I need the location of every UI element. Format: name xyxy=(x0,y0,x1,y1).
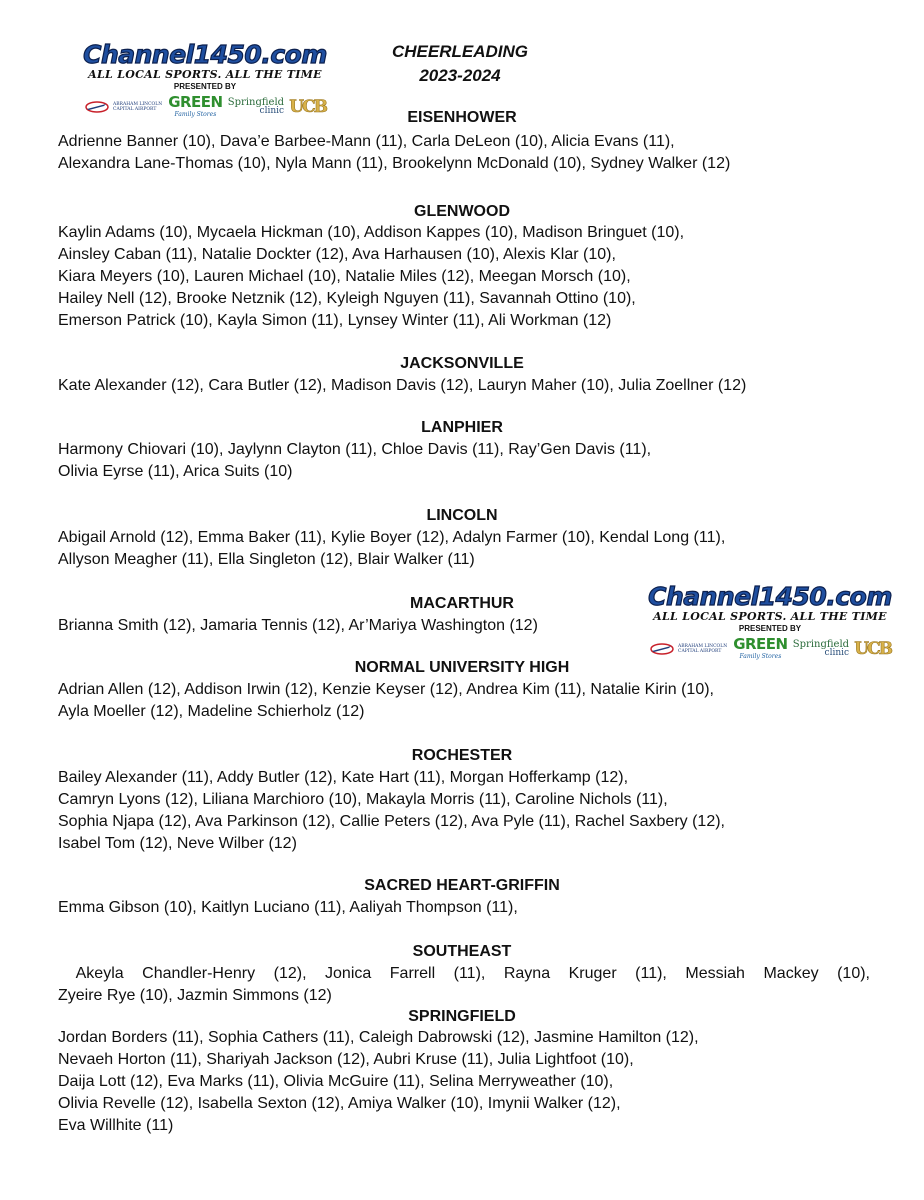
roster-eisenhower xyxy=(58,131,870,175)
logo-brand: Channel1450.com xyxy=(83,40,327,69)
roster-line: Nevaeh Horton (11), Shariyah Jackson (12), Aubri Kruse (11), Julia Lightfoot (10), xyxy=(58,1051,634,1068)
logo-presented-by: PRESENTED BY xyxy=(738,624,802,633)
roster-southeast xyxy=(58,963,870,1007)
roster-line: Ainsley Caban (11), Natalie Dockter (12), Ava Harhausen (10), Alexis Klar (10), xyxy=(58,246,616,263)
roster-rochester xyxy=(58,767,870,855)
roster-line: Kate Alexander (12), Cara Butler (12), Madison Davis (12), Lauryn Maher (10), Julia Zoellner (12) xyxy=(58,377,747,394)
school-heading-sacred-heart-griffin: SACRED HEART-GRIFFIN xyxy=(364,877,560,894)
roster-line: Akeyla Chandler-Henry (12), Jonica Farrell (11), Rayna Kruger (11), Messiah Mackey (10), xyxy=(58,965,870,982)
school-heading-lincoln: LINCOLN xyxy=(426,507,498,524)
roster-line: Brianna Smith (12), Jamaria Tennis (12), Ar’Mariya Washington (12) xyxy=(58,617,538,634)
ucb-sponsor: UCB xyxy=(854,639,891,659)
roster-macarthur xyxy=(58,615,870,637)
roster-line: Eva Willhite (11) xyxy=(58,1117,174,1134)
school-heading-springfield: SPRINGFIELD xyxy=(408,1008,516,1025)
school-heading-lanphier: LANPHIER xyxy=(421,419,503,436)
roster-line: Olivia Revelle (12), Isabella Sexton (12), Amiya Walker (10), Imynii Walker (12), xyxy=(58,1095,621,1112)
logo-tagline: ALL LOCAL SPORTS. ALL THE TIME xyxy=(653,610,887,623)
roster-lanphier xyxy=(58,439,870,483)
airport-sponsor-name: ABRAHAM LINCOLN CAPITAL AIRPORT xyxy=(678,643,728,654)
document-title: CHEERLEADING xyxy=(391,42,528,61)
clinic-sponsor xyxy=(793,640,849,658)
roster-line: Kiara Meyers (10), Lauren Michael (10), Natalie Miles (12), Meegan Morsch (10), xyxy=(58,268,631,285)
roster-glenwood xyxy=(58,222,870,332)
roster-line: Sophia Njapa (12), Ava Parkinson (12), Callie Peters (12), Ava Pyle (11), Rachel Saxbery (12), xyxy=(58,813,725,830)
roster-lincoln xyxy=(58,527,870,571)
roster-line: Emma Gibson (10), Kaitlyn Luciano (11), Aaliyah Thompson (11), xyxy=(58,899,518,916)
roster-sacred-heart-griffin xyxy=(58,897,870,919)
roster-line: Jordan Borders (11), Sophia Cathers (11), Caleigh Dabrowski (12), Jasmine Hamilton (12), xyxy=(58,1029,699,1046)
green-sponsor-name: GREEN xyxy=(733,634,788,653)
school-heading-jacksonville: JACKSONVILLE xyxy=(400,355,524,372)
roster-line: Bailey Alexander (11), Addy Butler (12), Kate Hart (11), Morgan Hofferkamp (12), xyxy=(58,769,629,786)
roster-line: Allyson Meagher (11), Ella Singleton (12), Blair Walker (11) xyxy=(58,551,475,568)
clinic-sponsor-bottom: clinic xyxy=(259,106,285,116)
roster-line: Olivia Eyrse (11), Arica Suits (10) xyxy=(58,463,293,480)
school-heading-normal-university-high: NORMAL UNIVERSITY HIGH xyxy=(354,659,570,676)
roster-line: Adrienne Banner (10), Dava’e Barbee-Mann (11), Carla DeLeon (10), Alicia Evans (11), xyxy=(58,133,675,150)
clinic-sponsor-bottom: clinic xyxy=(824,648,850,658)
school-heading-eisenhower: EISENHOWER xyxy=(407,109,517,126)
school-heading-southeast: SOUTHEAST xyxy=(412,943,512,960)
airport-sponsor-name: ABRAHAM LINCOLN CAPITAL AIRPORT xyxy=(113,101,163,112)
green-sponsor-sub: Family Stores xyxy=(739,652,782,660)
roster-normal-university-high xyxy=(58,679,870,723)
roster-line: Zyeire Rye (10), Jazmin Simmons (12) xyxy=(58,987,332,1004)
roster-line: Emerson Patrick (10), Kayla Simon (11), Lynsey Winter (11), Ali Workman (12) xyxy=(58,312,612,329)
roster-line: Alexandra Lane-Thomas (10), Nyla Mann (11), Brookelynn McDonald (10), Sydney Walker (12) xyxy=(58,155,731,172)
roster-line: Harmony Chiovari (10), Jaylynn Clayton (11), Chloe Davis (11), Ray’Gen Davis (11), xyxy=(58,441,652,458)
logo-tagline: ALL LOCAL SPORTS. ALL THE TIME xyxy=(88,68,322,81)
school-heading-rochester: ROCHESTER xyxy=(411,747,513,764)
roster-line: Daija Lott (12), Eva Marks (11), Olivia McGuire (11), Selina Merryweather (10), xyxy=(58,1073,614,1090)
logo-presented-by: PRESENTED BY xyxy=(173,82,237,91)
airplane-icon xyxy=(649,642,675,656)
roster-line: Isabel Tom (12), Neve Wilber (12) xyxy=(58,835,297,852)
roster-jacksonville xyxy=(58,375,870,397)
document-season: 2023-2024 xyxy=(419,66,501,85)
school-heading-glenwood: GLENWOOD xyxy=(414,203,510,220)
roster-line: Kaylin Adams (10), Mycaela Hickman (10), Addison Kappes (10), Madison Bringuet (10), xyxy=(58,224,685,241)
roster-line: Camryn Lyons (12), Liliana Marchioro (10), Makayla Morris (11), Caroline Nichols (11), xyxy=(58,791,668,808)
roster-line: Adrian Allen (12), Addison Irwin (12), Kenzie Keyser (12), Andrea Kim (11), Natalie Kirin (10), xyxy=(58,681,714,698)
roster-springfield xyxy=(58,1027,870,1137)
roster-line: Ayla Moeller (12), Madeline Schierholz (12) xyxy=(58,703,365,720)
clinic-sponsor-top: Springfield xyxy=(792,639,850,650)
school-heading-macarthur: MACARTHUR xyxy=(410,595,514,612)
ucb-sponsor: UCB xyxy=(289,97,326,117)
roster-line: Hailey Nell (12), Brooke Netznik (12), Kyleigh Nguyen (11), Savannah Ottino (10), xyxy=(58,290,636,307)
green-sponsor-sub: Family Stores xyxy=(174,110,217,118)
green-sponsor-name: GREEN xyxy=(168,92,223,111)
clinic-sponsor-top: Springfield xyxy=(227,97,285,108)
logo-brand: Channel1450.com xyxy=(648,582,892,611)
roster-line: Abigail Arnold (12), Emma Baker (11), Kylie Boyer (12), Adalyn Farmer (10), Kendal Long (11), xyxy=(58,529,726,546)
airport-sponsor xyxy=(649,642,728,656)
